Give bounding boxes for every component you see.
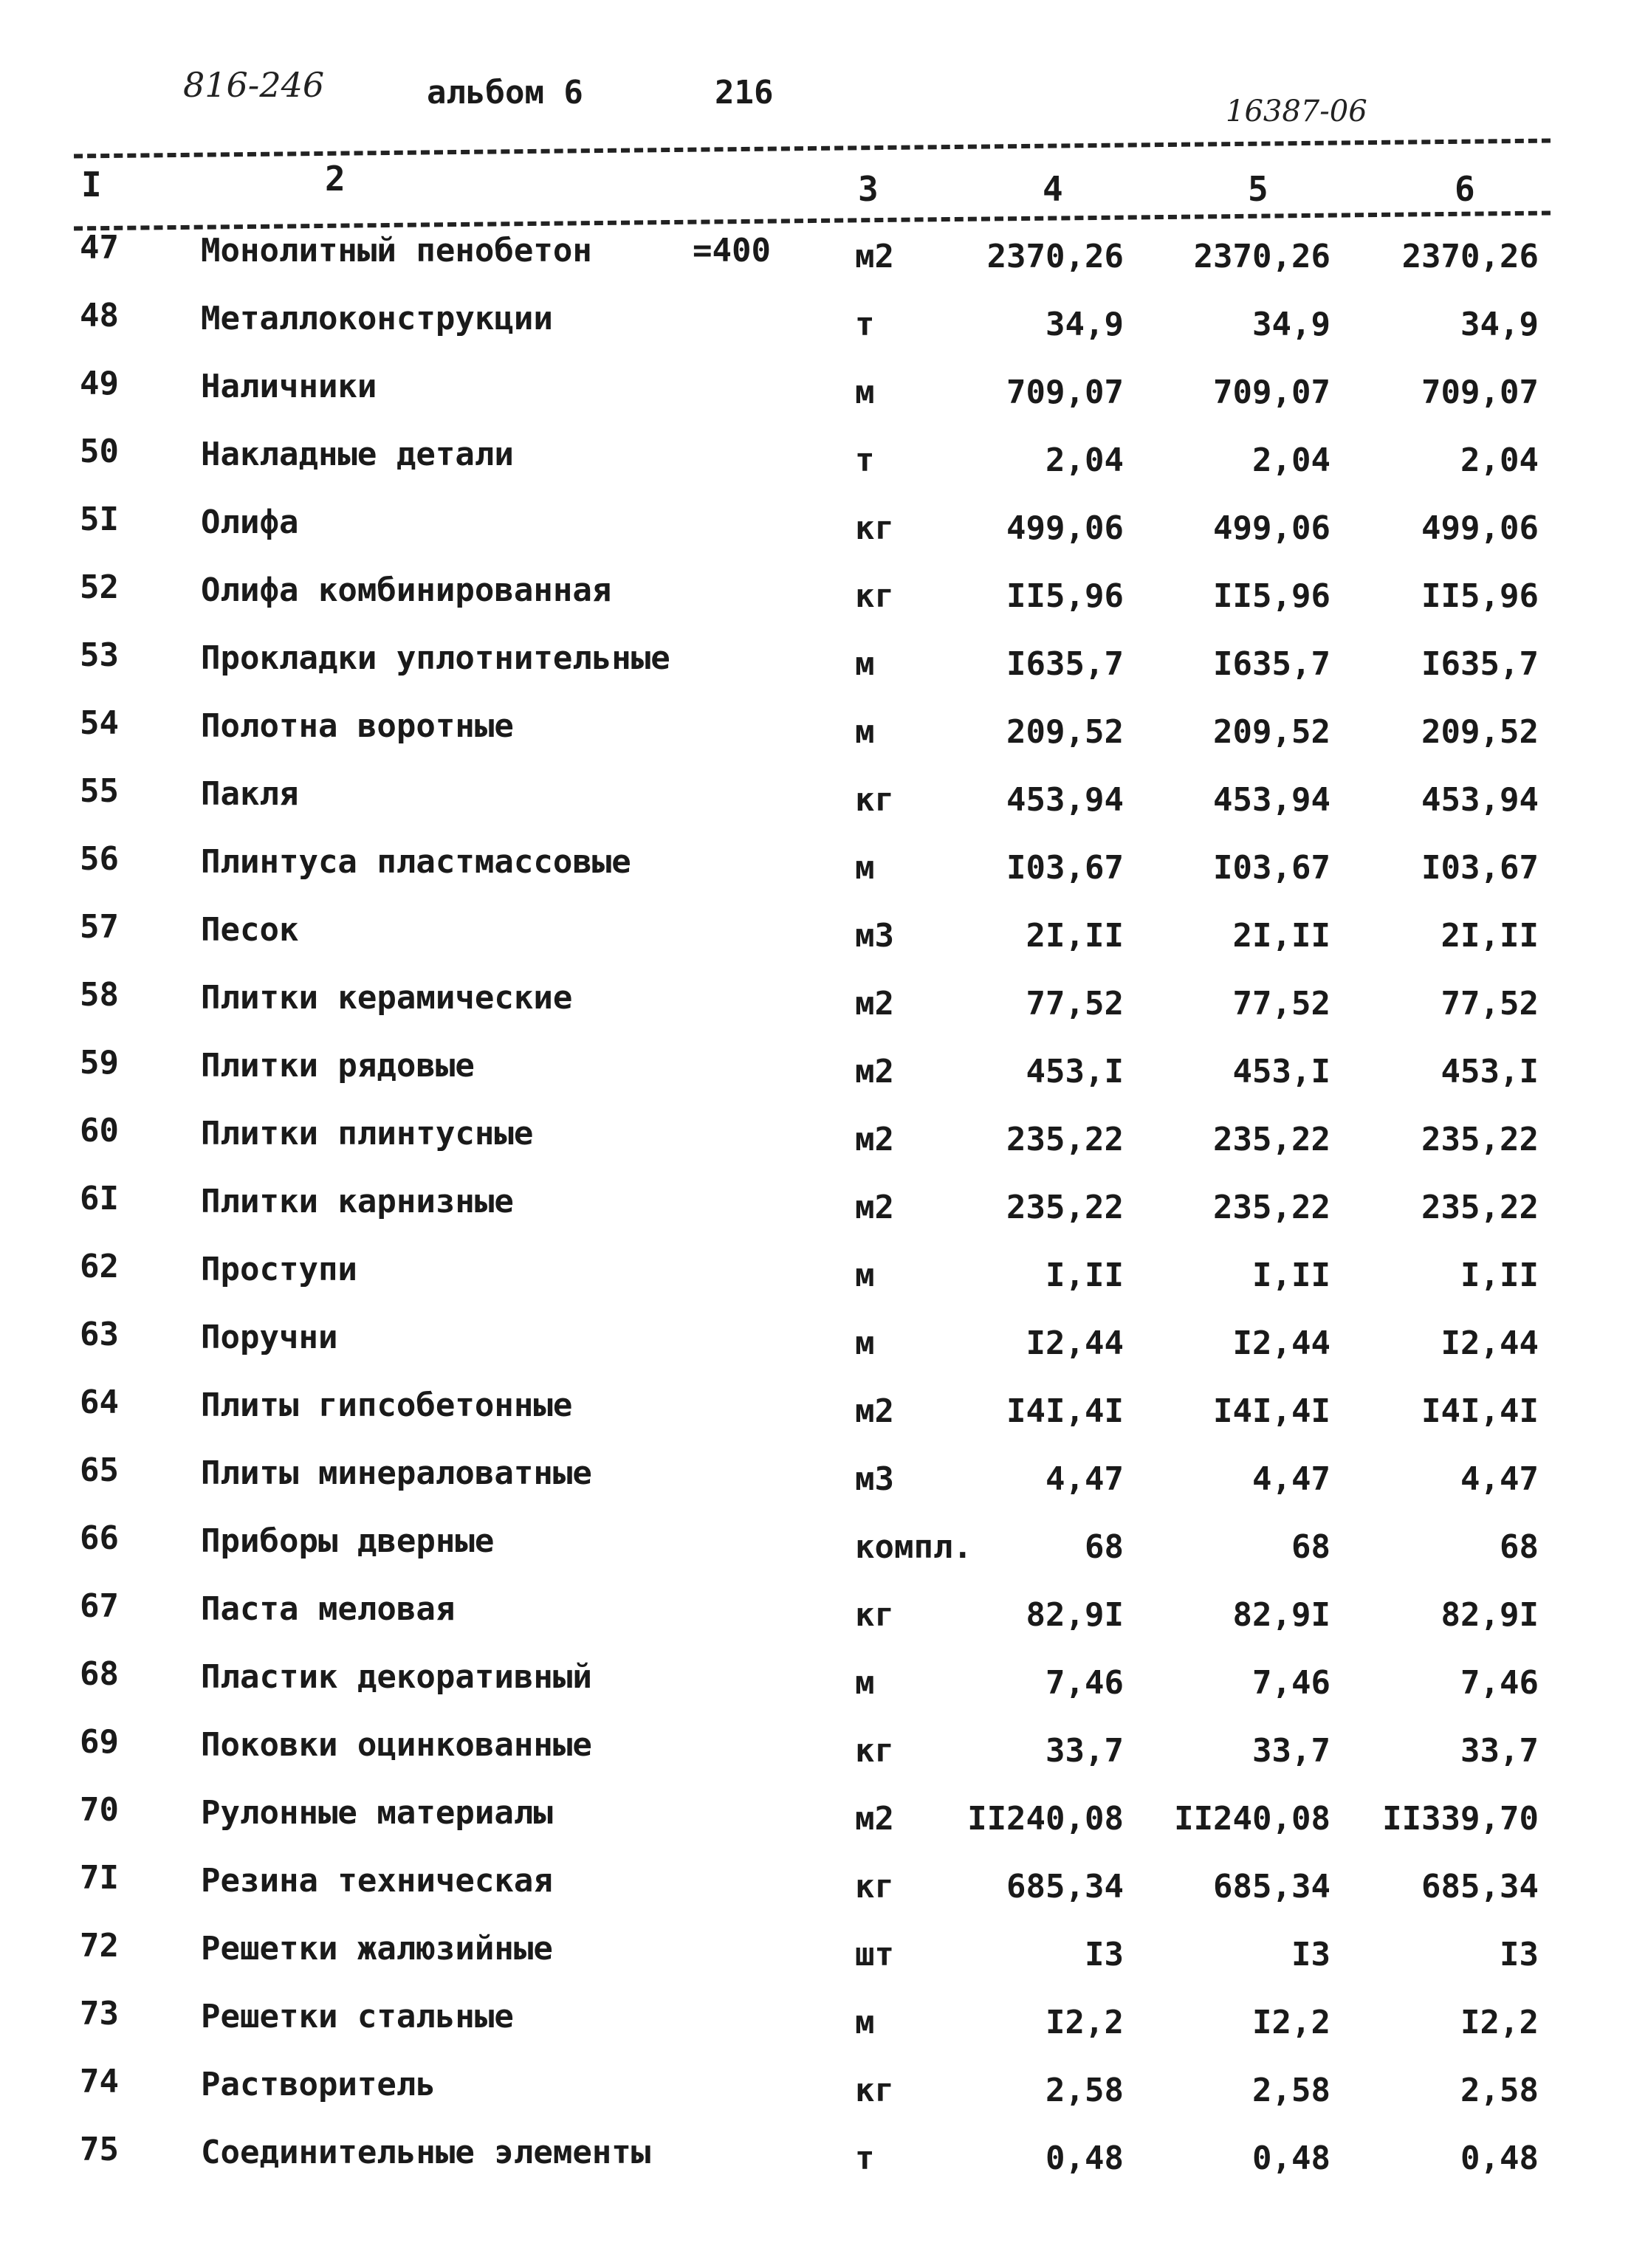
value-col-6: 453,94 xyxy=(1421,781,1539,819)
material-name: Металлоконструкции xyxy=(201,300,553,337)
unit: т xyxy=(855,441,875,479)
value-col-5: I3 xyxy=(1291,1936,1330,1973)
row-number: 73 xyxy=(80,1995,119,2032)
value-col-4: II5,96 xyxy=(1006,577,1124,615)
value-col-6: 499,06 xyxy=(1421,509,1539,547)
value-col-6: I2,44 xyxy=(1441,1324,1539,1362)
row-number: 48 xyxy=(80,297,119,334)
value-col-5: I2,2 xyxy=(1252,2004,1330,2041)
material-name: Соединительные элементы xyxy=(201,2134,651,2171)
unit: м xyxy=(855,1324,875,1362)
table-row xyxy=(0,1308,1631,1376)
value-col-6: 2370,26 xyxy=(1401,238,1539,275)
value-col-4: 4,47 xyxy=(1045,1460,1124,1498)
value-col-6: 209,52 xyxy=(1421,713,1539,751)
value-col-4: 209,52 xyxy=(1006,713,1124,751)
row-number: 52 xyxy=(80,568,119,606)
value-col-6: 0,48 xyxy=(1460,2140,1539,2177)
value-col-4: 2370,26 xyxy=(986,238,1124,275)
row-number: 57 xyxy=(80,908,119,946)
material-name: Поручни xyxy=(201,1319,338,1356)
value-col-4: 68 xyxy=(1085,1528,1124,1566)
row-number: 58 xyxy=(80,976,119,1014)
value-col-5: I,II xyxy=(1252,1257,1330,1294)
unit: м xyxy=(855,849,875,887)
value-col-6: II339,70 xyxy=(1382,1800,1539,1838)
unit: т xyxy=(855,306,875,343)
unit: м2 xyxy=(855,1392,894,1430)
unit: м2 xyxy=(855,1121,894,1158)
unit: м2 xyxy=(855,985,894,1023)
value-col-4: I,II xyxy=(1045,1257,1124,1294)
unit: м xyxy=(855,713,875,751)
table-row xyxy=(0,1648,1631,1716)
material-name: Плиты гипсобетонные xyxy=(201,1386,573,1424)
unit: т xyxy=(855,2140,875,2177)
value-col-5: 68 xyxy=(1291,1528,1330,1566)
row-number: 67 xyxy=(80,1587,119,1625)
unit: м2 xyxy=(855,1053,894,1090)
value-col-5: 2,04 xyxy=(1252,441,1330,479)
table-row xyxy=(0,969,1631,1037)
material-name: Накладные детали xyxy=(201,436,514,473)
table-row xyxy=(0,425,1631,493)
value-col-4: 453,94 xyxy=(1006,781,1124,819)
unit: м2 xyxy=(855,238,894,275)
table-row xyxy=(0,1920,1631,1987)
unit: м2 xyxy=(855,1800,894,1838)
table-row xyxy=(0,357,1631,425)
value-col-5: 2,58 xyxy=(1252,2072,1330,2109)
table-row xyxy=(0,1580,1631,1648)
unit: м xyxy=(855,1257,875,1294)
value-col-6: 68 xyxy=(1500,1528,1539,1566)
row-number: 7I xyxy=(80,1859,119,1897)
value-col-5: II240,08 xyxy=(1174,1800,1330,1838)
value-col-4: I4I,4I xyxy=(1006,1392,1124,1430)
unit: кг xyxy=(855,509,894,547)
material-name: Полотна воротные xyxy=(201,707,514,745)
value-col-6: 235,22 xyxy=(1421,1189,1539,1226)
unit: м xyxy=(855,374,875,411)
table-row xyxy=(0,1444,1631,1512)
materials-table xyxy=(0,221,1631,2191)
value-col-5: 453,94 xyxy=(1213,781,1330,819)
value-col-6: 82,9I xyxy=(1441,1596,1539,1634)
material-note: =400 xyxy=(693,232,771,269)
row-number: 53 xyxy=(80,636,119,674)
value-col-4: 235,22 xyxy=(1006,1121,1124,1158)
table-row xyxy=(0,1987,1631,2055)
value-col-4: 34,9 xyxy=(1045,306,1124,343)
row-number: 69 xyxy=(80,1723,119,1761)
row-number: 74 xyxy=(80,2063,119,2100)
table-row xyxy=(0,493,1631,561)
table-row xyxy=(0,2055,1631,2123)
table-row xyxy=(0,1172,1631,1240)
row-number: 59 xyxy=(80,1044,119,1082)
unit: шт xyxy=(855,1936,894,1973)
value-col-4: 2,04 xyxy=(1045,441,1124,479)
value-col-6: 453,I xyxy=(1441,1053,1539,1090)
material-name: Олифа xyxy=(201,504,299,541)
table-row xyxy=(0,221,1631,289)
value-col-5: 34,9 xyxy=(1252,306,1330,343)
value-col-5: I4I,4I xyxy=(1213,1392,1330,1430)
value-col-5: 4,47 xyxy=(1252,1460,1330,1498)
row-number: 68 xyxy=(80,1655,119,1693)
value-col-6: 2,58 xyxy=(1460,2072,1539,2109)
unit: м3 xyxy=(855,917,894,955)
value-col-5: I03,67 xyxy=(1213,849,1330,887)
value-col-4: 685,34 xyxy=(1006,1868,1124,1906)
value-col-6: I03,67 xyxy=(1421,849,1539,887)
column-header-2: 2 xyxy=(325,159,346,199)
value-col-5: I2,44 xyxy=(1232,1324,1330,1362)
material-name: Плитки карнизные xyxy=(201,1183,514,1220)
value-col-6: 34,9 xyxy=(1460,306,1539,343)
value-col-6: 235,22 xyxy=(1421,1121,1539,1158)
value-col-5: 33,7 xyxy=(1252,1732,1330,1770)
table-row xyxy=(0,289,1631,357)
unit: кг xyxy=(855,1732,894,1770)
material-name: Приборы дверные xyxy=(201,1522,495,1560)
unit: кг xyxy=(855,781,894,819)
row-number: 49 xyxy=(80,365,119,402)
value-col-5: 82,9I xyxy=(1232,1596,1330,1634)
value-col-5: 0,48 xyxy=(1252,2140,1330,2177)
row-number: 64 xyxy=(80,1384,119,1421)
column-header-4: 4 xyxy=(1043,169,1063,209)
unit: компл. xyxy=(855,1528,972,1566)
value-col-5: I635,7 xyxy=(1213,645,1330,683)
value-col-4: 235,22 xyxy=(1006,1189,1124,1226)
column-header-3: 3 xyxy=(858,169,879,209)
column-header-5: 5 xyxy=(1248,169,1268,209)
material-name: Паста меловая xyxy=(201,1590,456,1628)
value-col-4: 33,7 xyxy=(1045,1732,1124,1770)
header-top-rule xyxy=(74,139,1551,159)
row-number: 62 xyxy=(80,1248,119,1285)
value-col-6: 33,7 xyxy=(1460,1732,1539,1770)
value-col-4: 499,06 xyxy=(1006,509,1124,547)
column-header-1: I xyxy=(81,165,102,205)
material-name: Олифа комбинированная xyxy=(201,571,612,609)
table-row xyxy=(0,1512,1631,1580)
value-col-6: I,II xyxy=(1460,1257,1539,1294)
row-number: 66 xyxy=(80,1519,119,1557)
value-col-5: 685,34 xyxy=(1213,1868,1330,1906)
value-col-5: 2370,26 xyxy=(1193,238,1330,275)
value-col-5: 77,52 xyxy=(1232,985,1330,1023)
table-row xyxy=(0,901,1631,969)
value-col-6: I3 xyxy=(1500,1936,1539,1973)
value-col-4: 2I,II xyxy=(1026,917,1124,955)
value-col-5: 2I,II xyxy=(1232,917,1330,955)
value-col-4: I03,67 xyxy=(1006,849,1124,887)
row-number: 54 xyxy=(80,704,119,742)
column-header-6: 6 xyxy=(1455,169,1475,209)
material-name: Решетки жалюзийные xyxy=(201,1930,553,1968)
value-col-6: 2I,II xyxy=(1441,917,1539,955)
unit: м xyxy=(855,1664,875,1702)
material-name: Плитки рядовые xyxy=(201,1047,475,1085)
value-col-6: 685,34 xyxy=(1421,1868,1539,1906)
table-row xyxy=(0,1784,1631,1852)
value-col-5: 235,22 xyxy=(1213,1189,1330,1226)
value-col-4: 453,I xyxy=(1026,1053,1124,1090)
value-col-4: I3 xyxy=(1085,1936,1124,1973)
row-number: 63 xyxy=(80,1316,119,1353)
value-col-6: 7,46 xyxy=(1460,1664,1539,1702)
unit: кг xyxy=(855,2072,894,2109)
value-col-5: 499,06 xyxy=(1213,509,1330,547)
table-row xyxy=(0,629,1631,697)
material-name: Плитки плинтусные xyxy=(201,1115,534,1152)
table-row xyxy=(0,765,1631,833)
table-row xyxy=(0,1852,1631,1920)
row-number: 70 xyxy=(80,1791,119,1829)
table-row xyxy=(0,561,1631,629)
value-col-4: 0,48 xyxy=(1045,2140,1124,2177)
table-row xyxy=(0,1716,1631,1784)
value-col-6: II5,96 xyxy=(1421,577,1539,615)
unit: кг xyxy=(855,1868,894,1906)
value-col-4: I635,7 xyxy=(1006,645,1124,683)
value-col-5: 235,22 xyxy=(1213,1121,1330,1158)
value-col-4: 709,07 xyxy=(1006,374,1124,411)
unit: кг xyxy=(855,1596,894,1634)
value-col-5: II5,96 xyxy=(1213,577,1330,615)
value-col-5: 209,52 xyxy=(1213,713,1330,751)
material-name: Решетки стальные xyxy=(201,1998,514,2035)
value-col-6: I4I,4I xyxy=(1421,1392,1539,1430)
unit: м3 xyxy=(855,1460,894,1498)
value-col-5: 453,I xyxy=(1232,1053,1330,1090)
material-name: Пластик декоративный xyxy=(201,1658,592,1696)
row-number: 5I xyxy=(80,501,119,538)
unit: кг xyxy=(855,577,894,615)
handwritten-number: 16387-06 xyxy=(1226,94,1367,128)
value-col-6: 709,07 xyxy=(1421,374,1539,411)
value-col-4: II240,08 xyxy=(967,1800,1124,1838)
value-col-4: 77,52 xyxy=(1026,985,1124,1023)
table-row xyxy=(0,1037,1631,1104)
album-label: альбом 6 xyxy=(427,74,583,111)
value-col-4: 7,46 xyxy=(1045,1664,1124,1702)
material-name: Плиты минераловатные xyxy=(201,1454,592,1492)
material-name: Рулонные материалы xyxy=(201,1794,553,1832)
material-name: Плитки керамические xyxy=(201,979,573,1017)
row-number: 65 xyxy=(80,1451,119,1489)
page-number: 216 xyxy=(715,74,774,111)
value-col-4: 2,58 xyxy=(1045,2072,1124,2109)
material-name: Пакля xyxy=(201,775,299,813)
material-name: Растворитель xyxy=(201,2066,436,2103)
unit: м xyxy=(855,2004,875,2041)
value-col-5: 709,07 xyxy=(1213,374,1330,411)
table-row xyxy=(0,2123,1631,2191)
value-col-6: 4,47 xyxy=(1460,1460,1539,1498)
table-row xyxy=(0,1104,1631,1172)
value-col-6: I635,7 xyxy=(1421,645,1539,683)
unit: м xyxy=(855,645,875,683)
value-col-4: I2,2 xyxy=(1045,2004,1124,2041)
value-col-6: 77,52 xyxy=(1441,985,1539,1023)
material-name: Песок xyxy=(201,911,299,949)
value-col-6: I2,2 xyxy=(1460,2004,1539,2041)
material-name: Поковки оцинкованные xyxy=(201,1726,592,1764)
material-name: Плинтуса пластмассовые xyxy=(201,843,631,881)
row-number: 6I xyxy=(80,1180,119,1217)
table-column-headers xyxy=(0,159,1631,210)
value-col-5: 7,46 xyxy=(1252,1664,1330,1702)
material-name: Резина техническая xyxy=(201,1862,553,1900)
table-row xyxy=(0,833,1631,901)
row-number: 55 xyxy=(80,772,119,810)
row-number: 75 xyxy=(80,2131,119,2168)
table-row xyxy=(0,1376,1631,1444)
table-row xyxy=(0,1240,1631,1308)
row-number: 60 xyxy=(80,1112,119,1150)
material-name: Монолитный пенобетон xyxy=(201,232,592,269)
value-col-4: I2,44 xyxy=(1026,1324,1124,1362)
row-number: 56 xyxy=(80,840,119,878)
row-number: 50 xyxy=(80,433,119,470)
unit: м2 xyxy=(855,1189,894,1226)
material-name: Прокладки уплотнительные xyxy=(201,639,670,677)
value-col-4: 82,9I xyxy=(1026,1596,1124,1634)
material-name: Проступи xyxy=(201,1251,357,1288)
row-number: 72 xyxy=(80,1927,119,1965)
value-col-6: 2,04 xyxy=(1460,441,1539,479)
table-row xyxy=(0,697,1631,765)
material-name: Наличники xyxy=(201,368,377,405)
handwritten-code: 816-246 xyxy=(183,65,325,105)
row-number: 47 xyxy=(80,229,119,267)
